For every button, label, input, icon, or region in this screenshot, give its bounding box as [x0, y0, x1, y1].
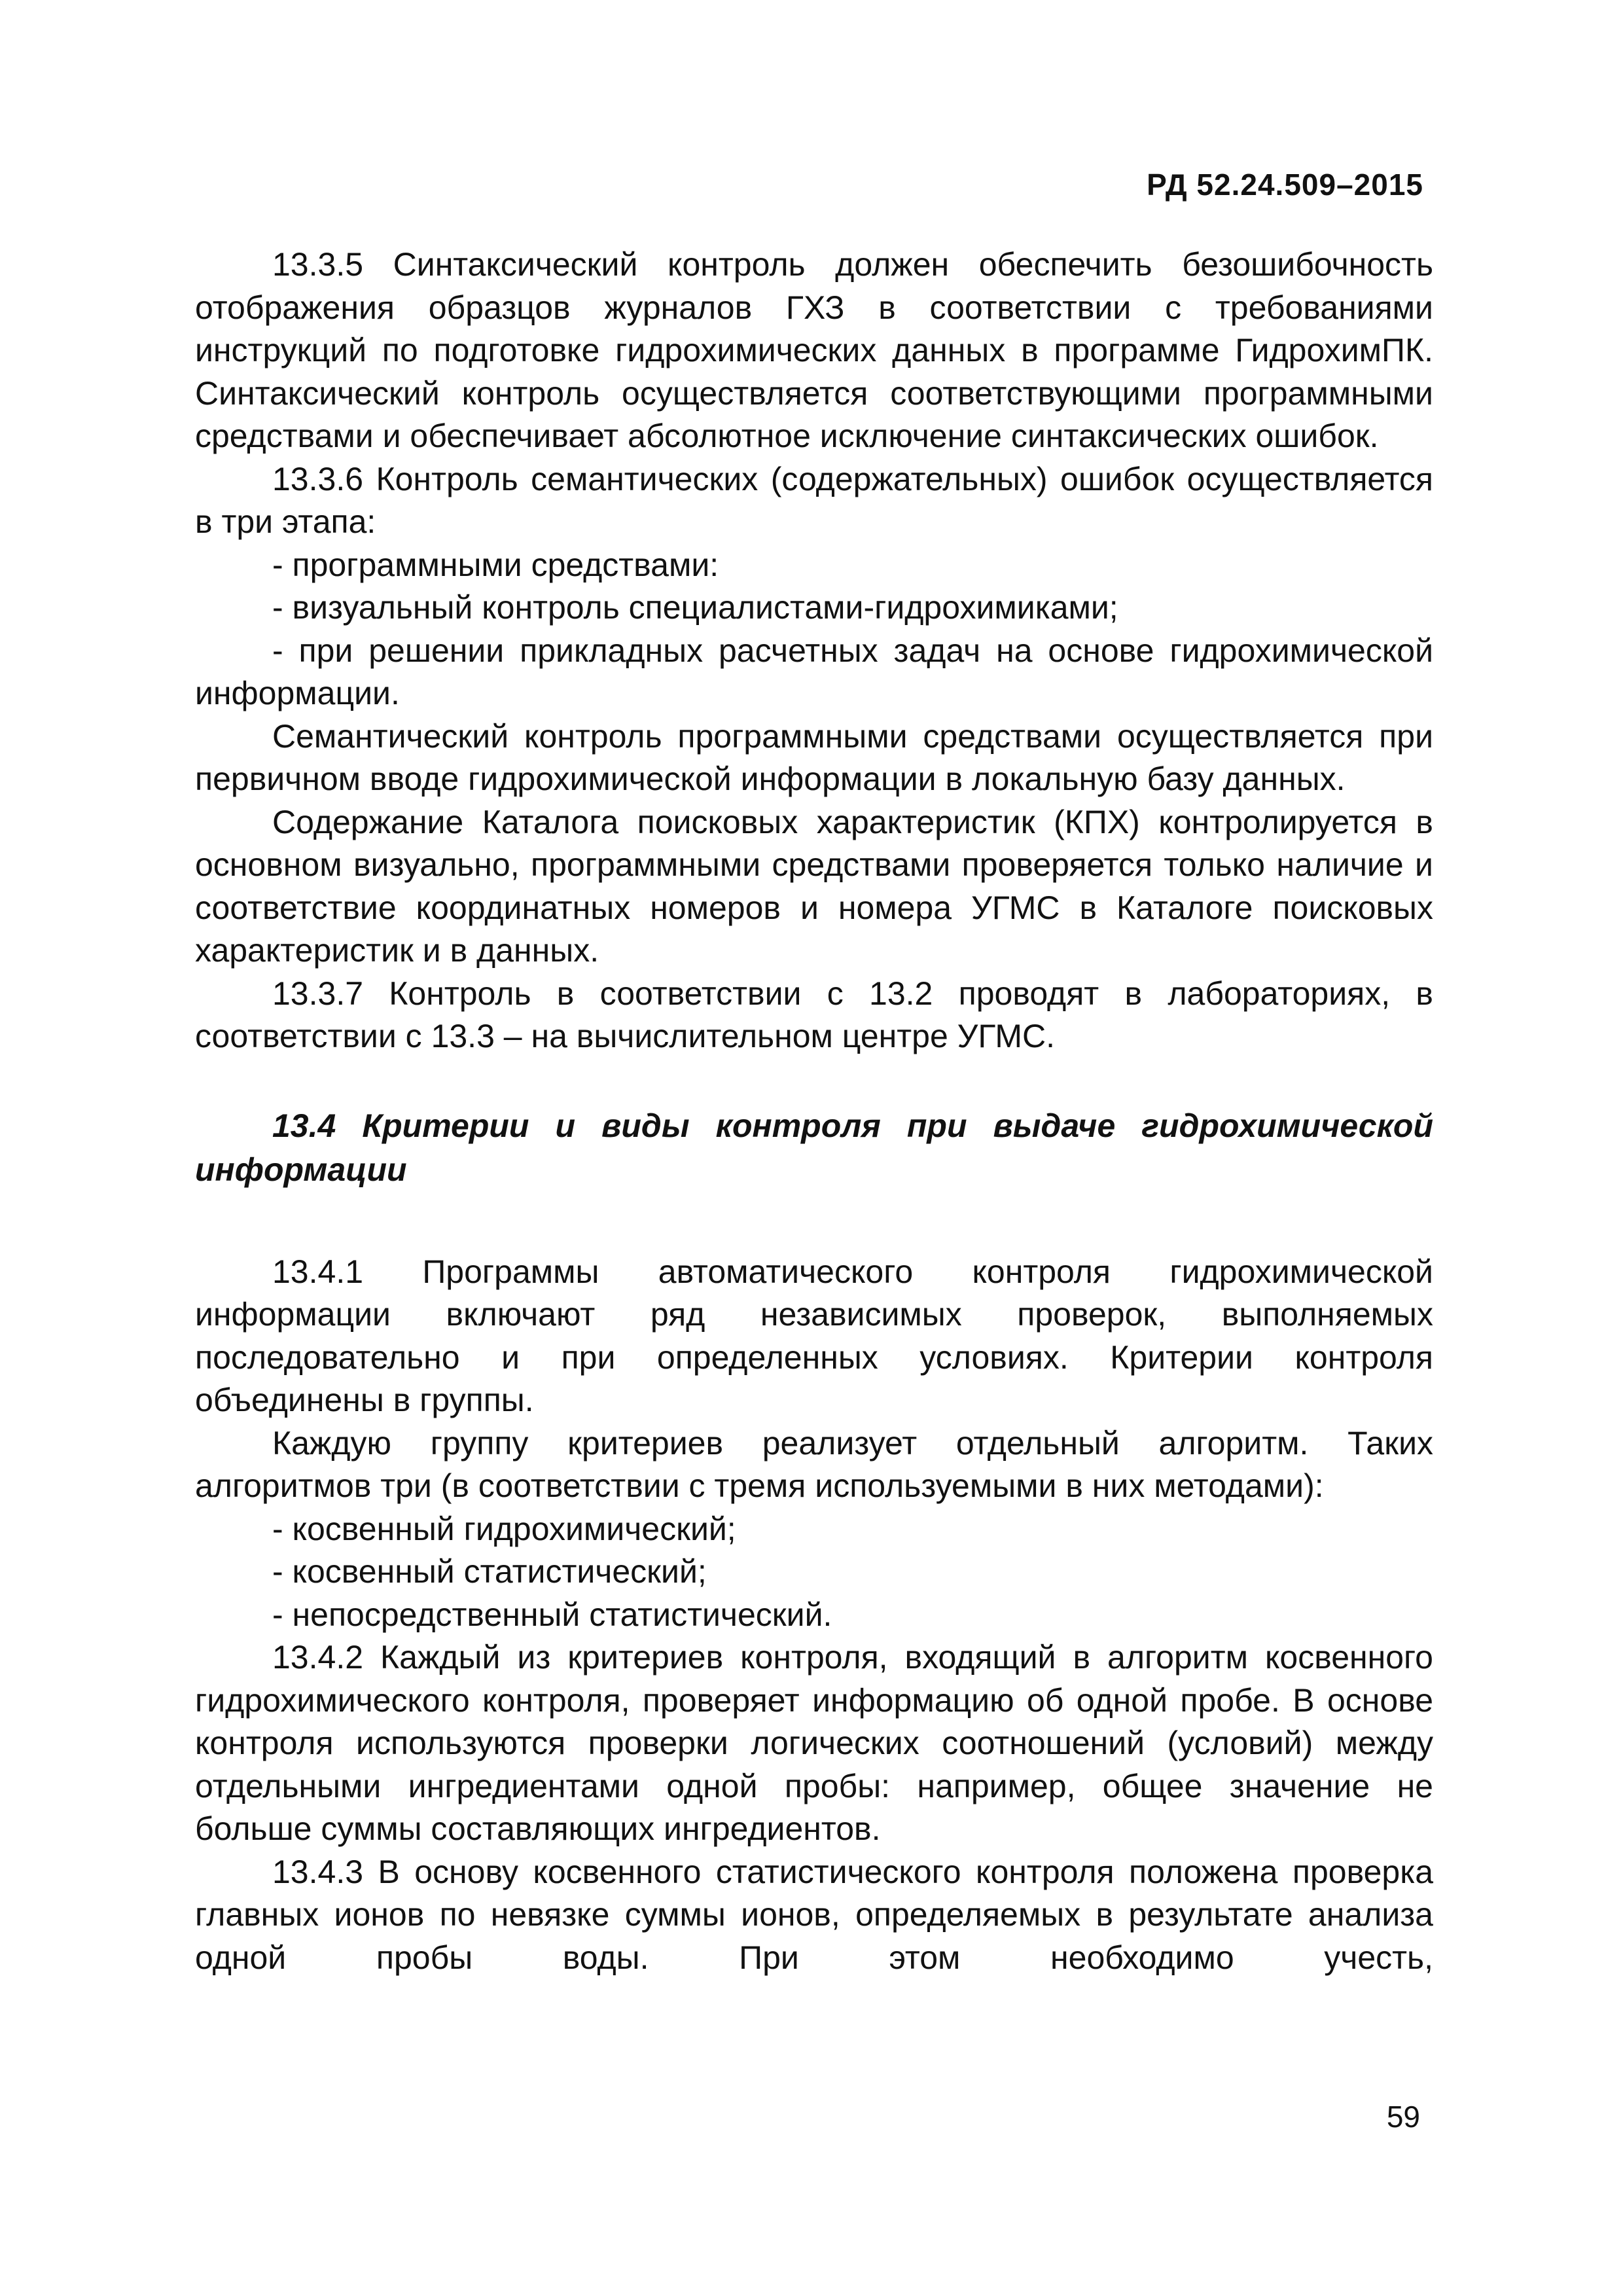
- list-item: - при решении прикладных расчетных задач на основе гидрохимической информации.: [195, 632, 1433, 711]
- paragraph-13-4-2: 13.4.2 Каждый из критериев контроля, входящий в алгоритм косвенного гидрохимического контроля, проверяет информацию об одной пробе. В основе контроля используются проверки логических соотношений (условий) между отдельными ингредиентами одной пробы: например, общее значение не больше суммы составляющих ингредиентов.: [195, 1639, 1433, 1847]
- section-heading-13-4: 13.4 Критерии и виды контроля при выдаче гидрохимической информации: [195, 1107, 1433, 1188]
- list-item: - визуальный контроль специалистами-гидрохимиками;: [272, 589, 1118, 626]
- paragraph-semantic-control: Семантический контроль программными средствами осуществляется при первичном вводе гидрохимической информации в локальную базу данных.: [195, 717, 1433, 797]
- paragraph-catalog: Содержание Каталога поисковых характеристик (КПХ) контролируется в основном визуально, программными средствами проверяется только наличие и соответствие координатных номеров и номера УГМС в Каталоге поисковых характеристик и в данных.: [195, 803, 1433, 969]
- paragraph-13-3-5: 13.3.5 Синтаксический контроль должен обеспечить безошибочность отображения образцов журналов ГХЗ в соответствии с требованиями инструкций по подготовке гидрохимических данных в программе ГидрохимПК. Синтаксический контроль осуществляется соответствующими программными средствами и обеспечивает абсолютное исключение синтаксических ошибок.: [195, 246, 1433, 454]
- paragraph-13-3-7: 13.3.7 Контроль в соответствии с 13.2 проводят в лабораториях, в соответствии с 13.3 – на вычислительном центре УГМС.: [195, 975, 1433, 1054]
- page-number: 59: [1386, 2100, 1420, 2134]
- document-code: РД 52.24.509–2015: [1147, 168, 1423, 202]
- paragraph-13-4-1: 13.4.1 Программы автоматического контроля гидрохимической информации включают ряд независимых проверок, выполняемых последовательно и при определенных условиях. Критерии контроля объединены в группы.: [195, 1253, 1433, 1418]
- list-item: - непосредственный статистический.: [272, 1596, 832, 1633]
- paragraph-13-4-3: 13.4.3 В основу косвенного статистического контроля положена проверка главных ионов по невязке суммы ионов, определяемых в результате анализа одной пробы воды. При этом необходимо учесть,: [195, 1853, 1433, 1976]
- paragraph-13-3-6: 13.3.6 Контроль семантических (содержательных) ошибок осуществляется в три этапа:: [195, 460, 1433, 540]
- page-body: [195, 243, 1433, 1979]
- list-item: - программными средствами:: [272, 546, 719, 583]
- paragraph-algorithms: Каждую группу критериев реализует отдельный алгоритм. Таких алгоритмов три (в соответствии с тремя используемыми в них методами):: [195, 1424, 1433, 1504]
- list-item: - косвенный гидрохимический;: [272, 1510, 736, 1547]
- list-item: - косвенный статистический;: [272, 1553, 707, 1590]
